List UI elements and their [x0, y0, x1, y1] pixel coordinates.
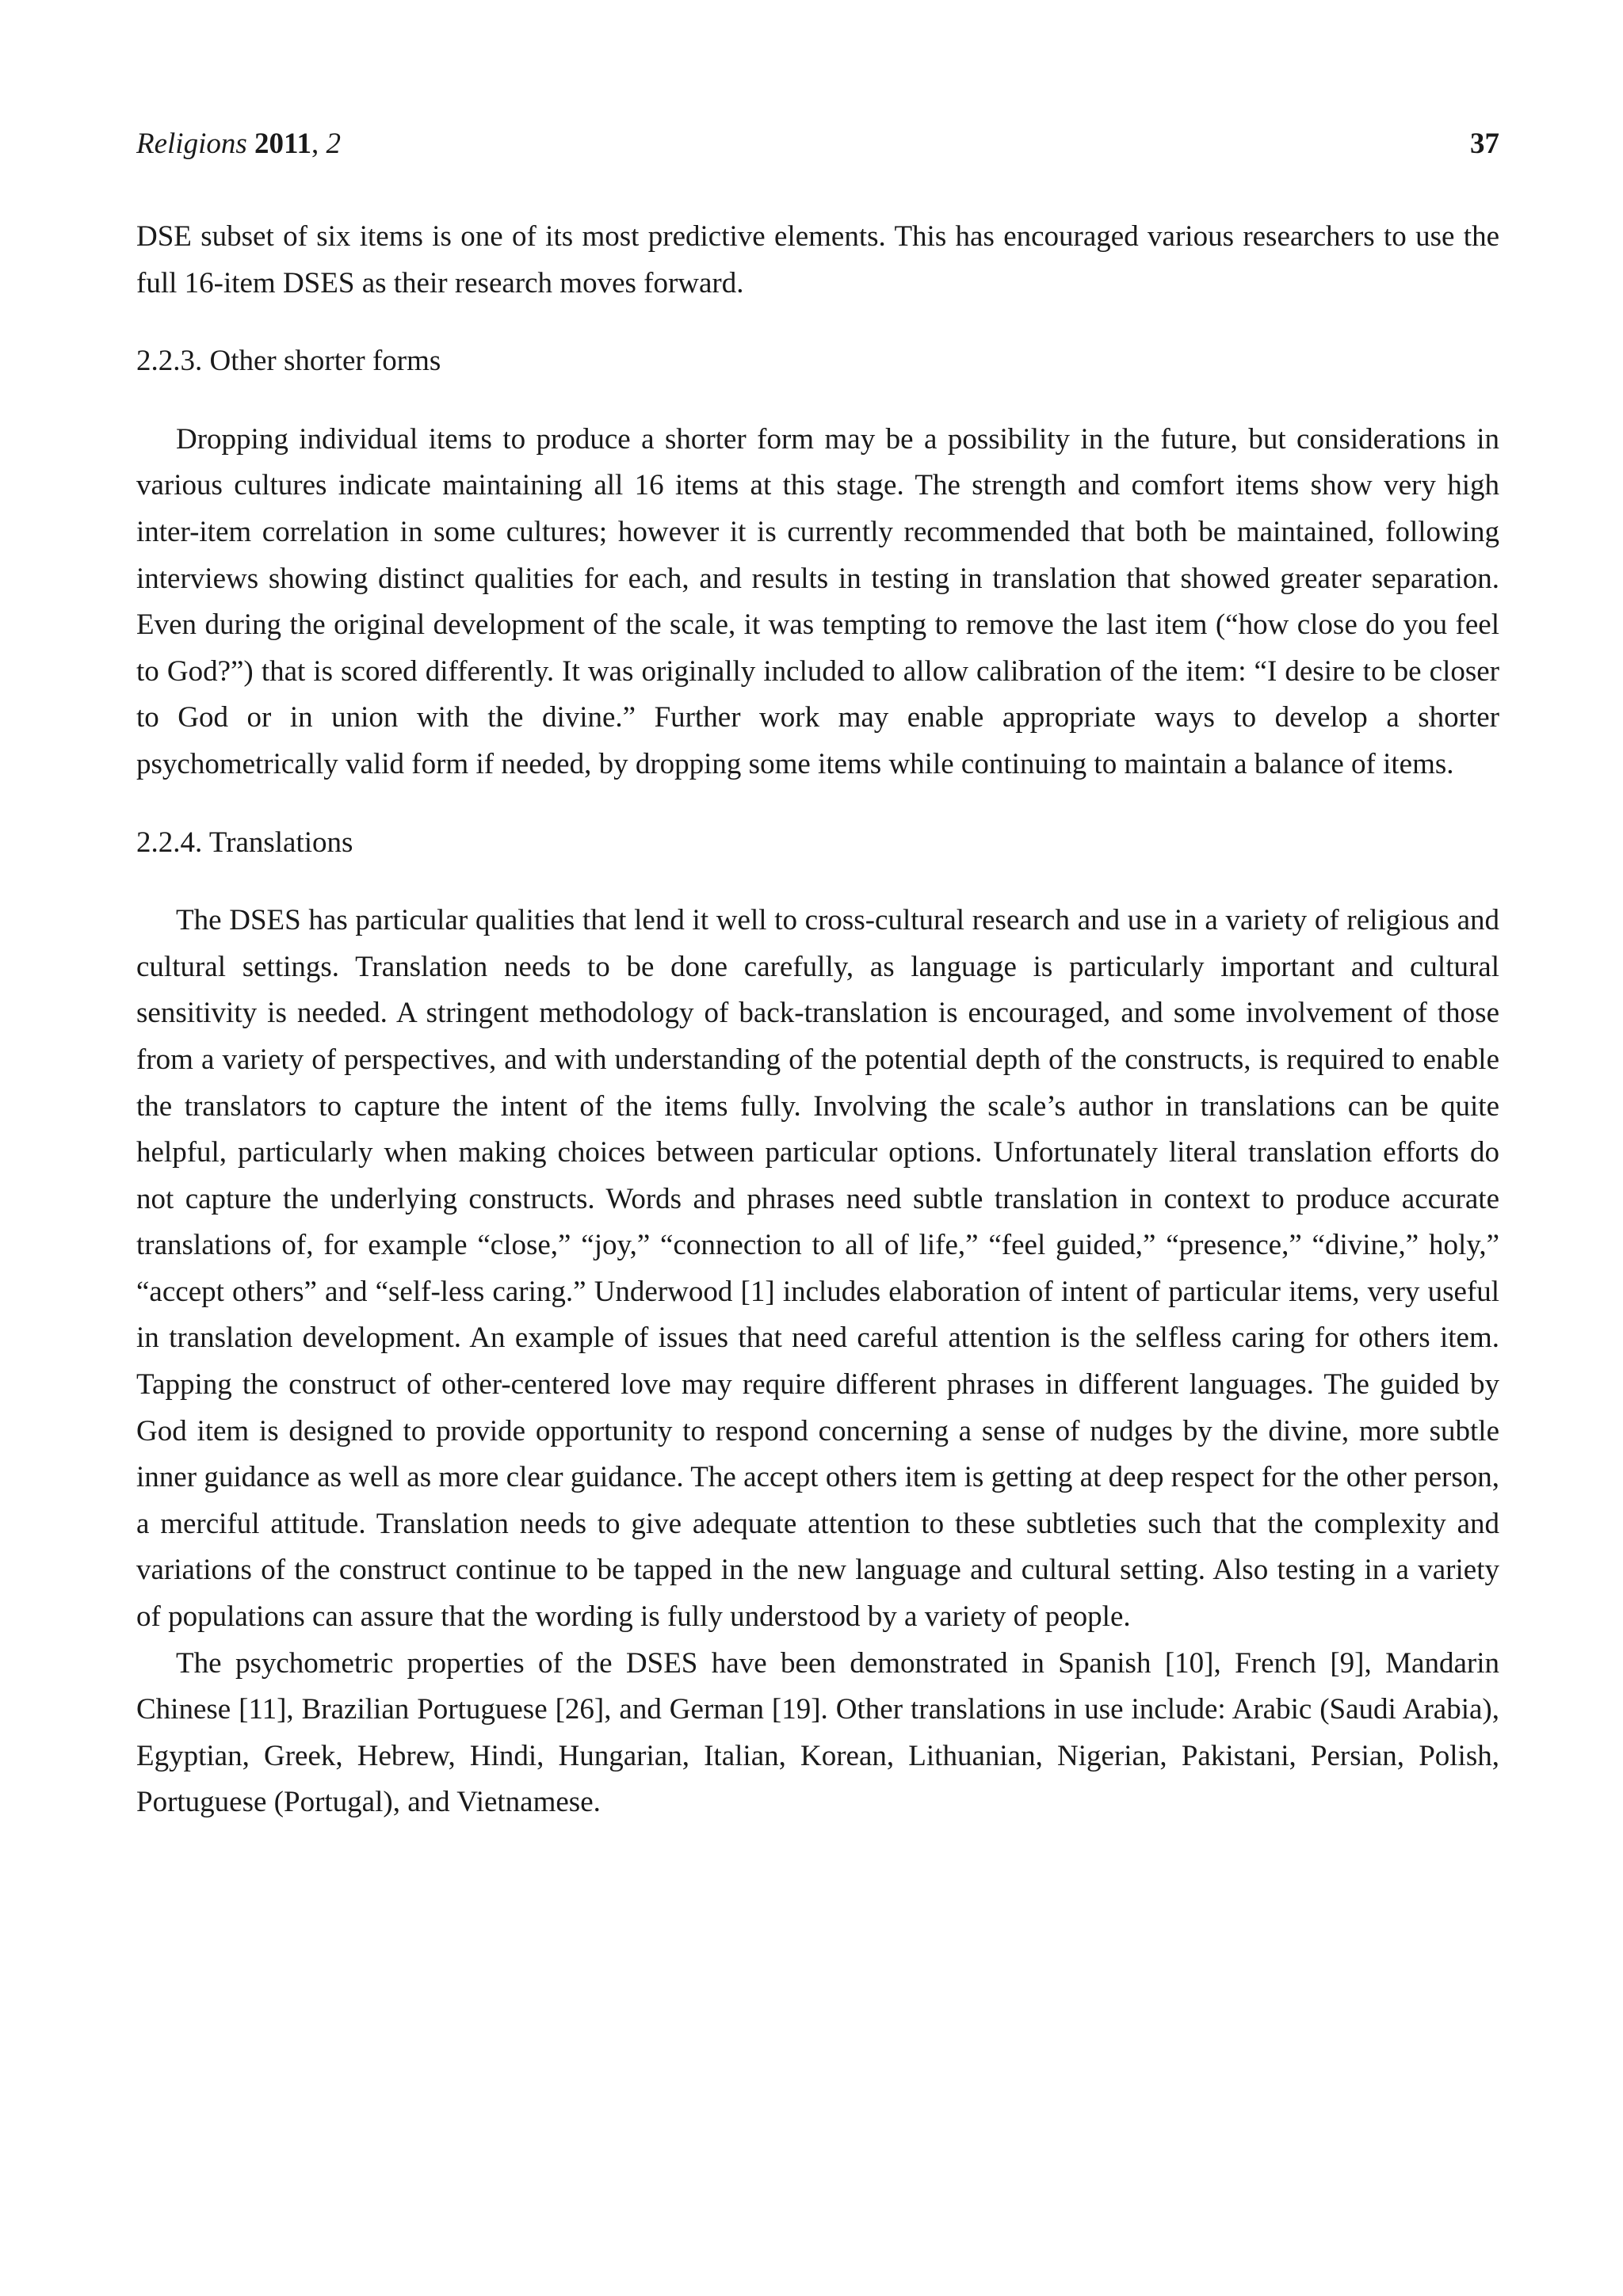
page-number: 37: [1470, 128, 1499, 160]
paragraph-shorter-forms: Dropping individual items to produce a shorter form may be a possibility in the future, but considerations in various cultures indicate maintaining all 16 items at this stage. The strength and comfort items show very high inter-item correlation in some cultures; however it is currently recommended that both be maintained, following interviews showing distinct qualities for each, and results in testing in translation that showed greater separation. Even during the original development of the scale, it was tempting to remove the last item (“how close do you feel to God?”) that is scored differently. It was originally included to allow calibration of the item: “I desire to be closer to God or in union with the divine.” Further work may enable appropriate ways to develop a shorter psychometrically valid form if needed, by dropping some items while continuing to maintain a balance of items.: [136, 422, 1499, 780]
section-heading-2-2-4: 2.2.4. Translations: [136, 826, 353, 859]
journal-name: Religions: [136, 128, 247, 160]
paragraph-translations-1: The DSES has particular qualities that lend it well to cross-cultural research and use in a variety of religious and cultural settings. Translation needs to be done carefully, as language is particularly important and cultural sensitivity is needed. A stringent methodology of back-translation is encouraged, and some involvement of those from a variety of perspectives, and with understanding of the potential depth of the constructs, is required to enable the translators to capture the intent of the items fully. Involving the scale’s author in translations can be quite helpful, particularly when making choices between particular options. Unfortunately literal translation efforts do not capture the underlying constructs. Words and phrases need subtle translation in context to produce accurate translations of, for example “close,” “joy,” “connection to all of life,” “feel guided,” “presence,” “divine,” holy,” “accept others” and “self-less caring.” Underwood [1] includes elaboration of intent of particular items, very useful in translation development. An example of issues that need careful attention is the selfless caring for others item. Tapping the construct of other-centered love may require different phrases in different languages. The guided by God item is designed to provide opportunity to respond concerning a sense of nudges by the divine, more subtle inner guidance as well as more clear guidance. The accept others item is getting at deep respect for the other person, a merciful attitude. Translation needs to give adequate attention to these subtleties such that the complexity and variations of the construct continue to be tapped in the new language and cultural setting. Also testing in a variety of populations can assure that the wording is fully understood by a variety of people.: [136, 904, 1499, 1634]
document-page: [136, 117, 1499, 1826]
citation-separator: ,: [311, 128, 327, 160]
continued-paragraph: DSE subset of six items is one of its most predictive elements. This has encouraged various researchers to use the full 16-item DSES as their research moves forward.: [136, 220, 1499, 299]
journal-year: 2011: [254, 128, 311, 160]
running-header: [136, 117, 1499, 165]
paragraph-translations-2: The psychometric properties of the DSES have been demonstrated in Spanish [10], French [9], Mandarin Chinese [11], Brazilian Portuguese [26], and German [19]. Other translations in use include: Arabic (Saudi Arabia), Egyptian, Greek, Hebrew, Hindi, Hungarian, Italian, Korean, Lithuanian, Nigerian, Pakistani, Persian, Polish, Portuguese (Portugal), and Vietnamese.: [136, 1646, 1499, 1819]
body-text: [136, 214, 1499, 1826]
section-heading-2-2-3: 2.2.3. Other shorter forms: [136, 345, 441, 378]
journal-citation: [136, 128, 341, 160]
journal-volume: 2: [326, 128, 341, 160]
